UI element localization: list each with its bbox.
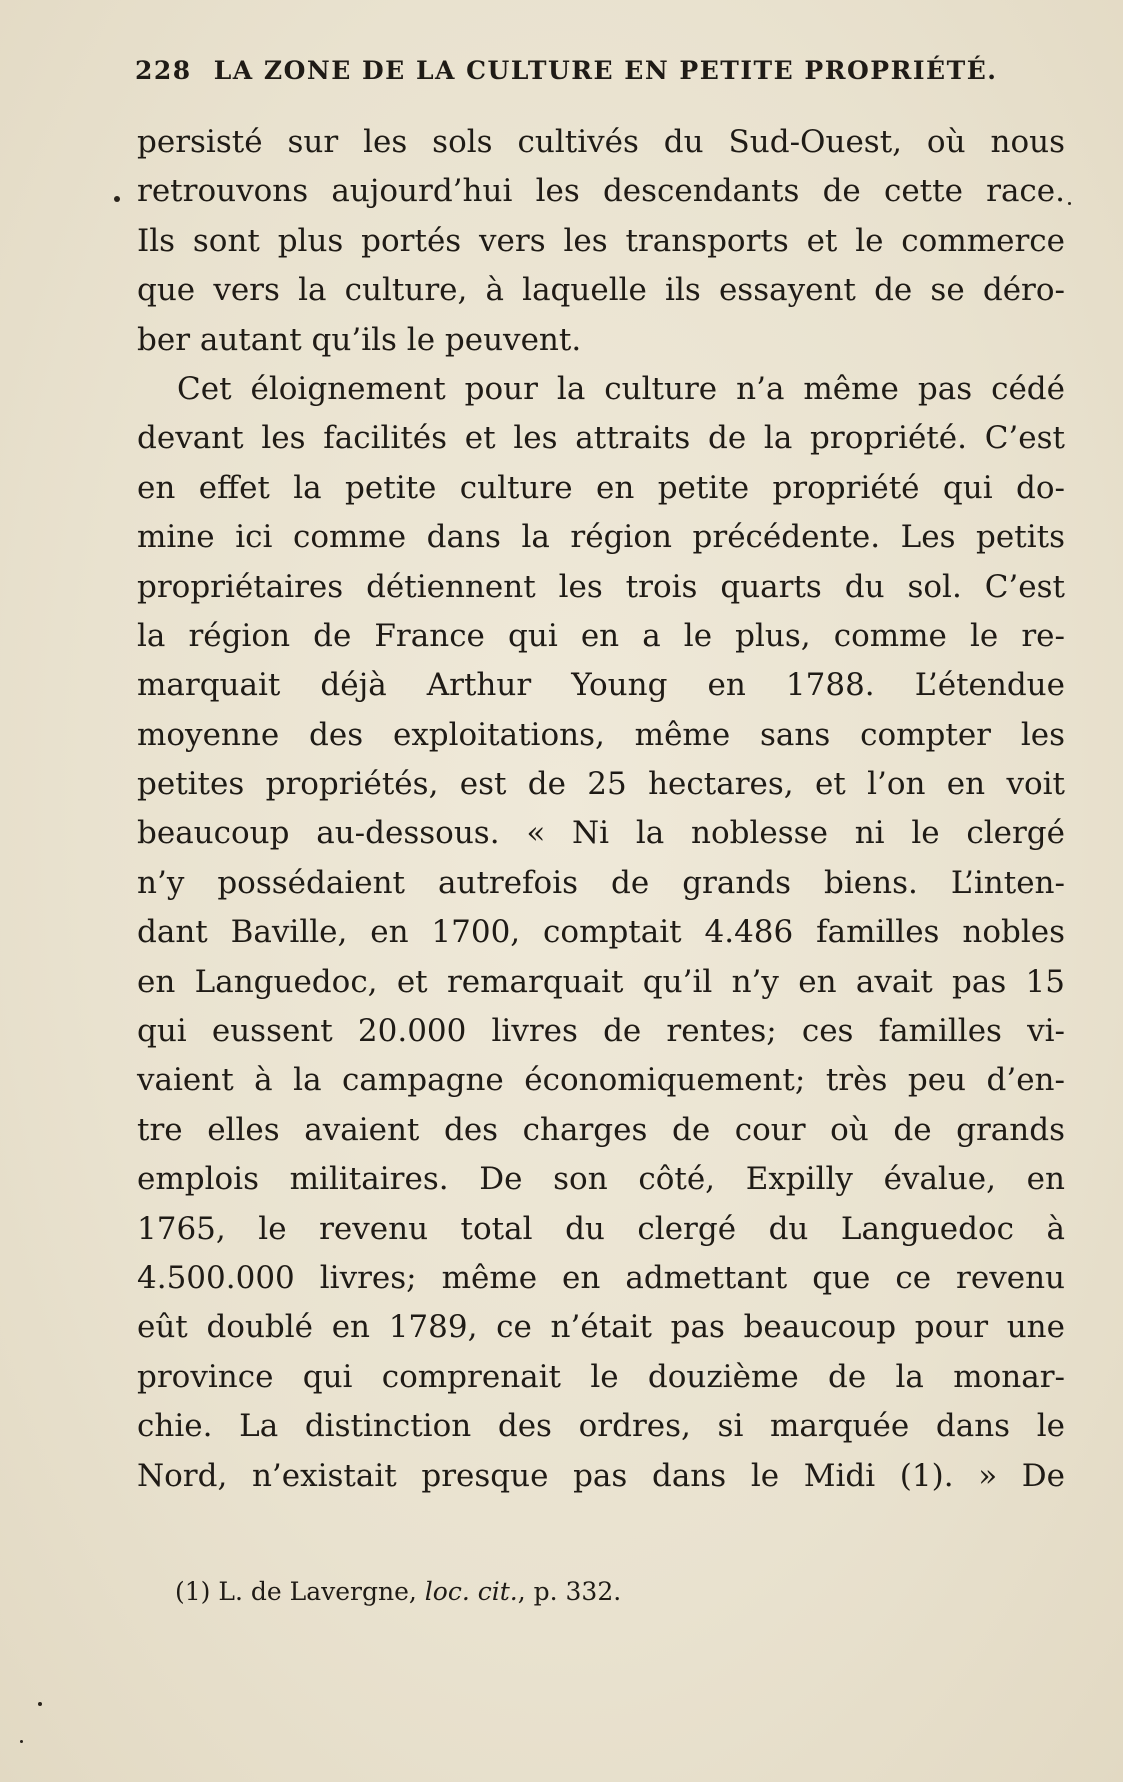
text-line: dant Baville, en 1700, comptait 4.486 familles nobles: [137, 914, 1065, 951]
text-line: la région de France qui en a le plus, comme le re-: [137, 617, 1065, 654]
print-speck: [38, 1702, 42, 1706]
text-line: marquait déjà Arthur Young en 1788. L’étendue: [137, 667, 1065, 704]
text-line: chie. La distinction des ordres, si marquée dans le: [137, 1408, 1065, 1445]
text-line: vaient à la campagne économiquement; très peu d’en-: [137, 1062, 1065, 1099]
text-line: propriétaires détiennent les trois quarts du sol. C’est: [137, 568, 1065, 605]
text-line: retrouvons aujourd’hui les descendants de cette race.: [137, 173, 1065, 210]
text-line: persisté sur les sols cultivés du Sud-Ouest, où nous: [137, 124, 1065, 160]
body-text: [137, 118, 1065, 1501]
text-line: 4.500.000 livres; même en admettant que ce revenu: [137, 1259, 1065, 1296]
text-line: n’y possédaient autrefois de grands biens. L’inten-: [137, 864, 1065, 901]
text-line: moyenne des exploitations, même sans compter les: [137, 716, 1065, 753]
print-speck: [1068, 202, 1071, 205]
text-line: Cet éloignement pour la culture n’a même pas cédé: [177, 370, 1065, 407]
text-line: ber autant qu’ils le peuvent.: [137, 321, 582, 358]
text-line: mine ici comme dans la région précédente. Les petits: [137, 519, 1065, 556]
text-line: Nord, n’existait presque pas dans le Midi (1). » De: [137, 1457, 1065, 1494]
text-line: petites propriétés, est de 25 hectares, et l’on en voit: [137, 766, 1065, 803]
text-line: emplois militaires. De son côté, Expilly évalue, en: [137, 1161, 1065, 1198]
page-number: 228: [135, 56, 192, 85]
running-head: [135, 56, 1015, 96]
text-line: en effet la petite culture en petite propriété qui do-: [137, 469, 1065, 506]
footnote-page: , p. 332.: [517, 1577, 622, 1606]
print-speck: [20, 1740, 23, 1743]
text-line: Ils sont plus portés vers les transports et le commerce: [137, 222, 1065, 259]
footnote: [175, 1572, 621, 1612]
text-line: beaucoup au-dessous. « Ni la noblesse ni le clergé: [137, 815, 1065, 852]
text-line: que vers la culture, à laquelle ils essayent de se déro-: [137, 272, 1065, 309]
text-line: tre elles avaient des charges de cour où de grands: [137, 1111, 1065, 1148]
footnote-author: (1) L. de Lavergne,: [175, 1577, 417, 1606]
footnote-citation: loc. cit.: [424, 1577, 518, 1606]
text-line: eût doublé en 1789, ce n’était pas beaucoup pour une: [137, 1309, 1065, 1346]
text-line: en Languedoc, et remarquait qu’il n’y en avait pas 15: [137, 963, 1065, 1000]
text-line: province qui comprenait le douzième de la monar-: [137, 1358, 1065, 1395]
text-line: qui eussent 20.000 livres de rentes; ces familles vi-: [137, 1013, 1065, 1050]
running-title: LA ZONE DE LA CULTURE EN PETITE PROPRIÉTÉ.: [213, 56, 998, 85]
text-line: devant les facilités et les attraits de la propriété. C’est: [137, 420, 1065, 457]
print-speck: [114, 196, 120, 202]
text-line: 1765, le revenu total du clergé du Languedoc à: [137, 1210, 1065, 1247]
